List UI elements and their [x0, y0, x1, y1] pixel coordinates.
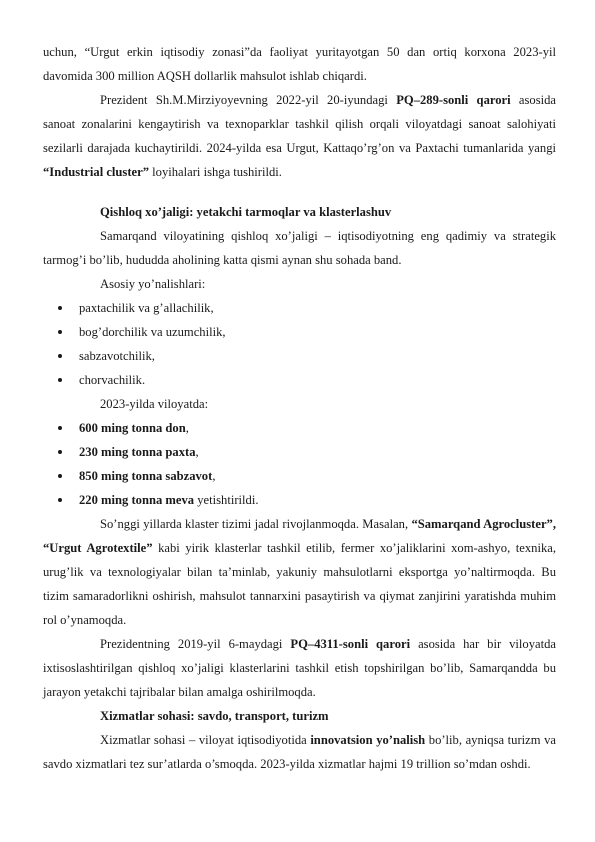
agrotextile-name: “Urgut Agrotextile”	[43, 541, 153, 555]
list-item: bog’dorchilik va uzumchilik,	[43, 320, 556, 344]
paragraph-industrial-decree: Prezident Sh.M.Mirziyoyevning 2022-yil 20-iyundagi PQ–289-sonli qarori asosida sanoat zonalarini kengaytirish va texnoparklar tashkil qilish orqali viloyatdagi sanoat salohiyati sezilarli darajada kuchaytirildi. 2024-yilda esa Urgut, Kattaqo’rg’on va Paxtachi tumanlarida yangi “Industrial cluster” loyihalari ishga tushirildi.	[43, 93, 556, 179]
decree-reference: PQ–4311-sonli qarori	[290, 637, 411, 651]
list-item: sabzavotchilik,	[43, 344, 556, 368]
bullet-icon	[58, 450, 62, 454]
agrocluster-name: “Samarqand Agrocluster”	[411, 517, 553, 531]
list-item: 230 ming tonna paxta,	[43, 440, 556, 464]
list-item: chorvachilik.	[43, 368, 556, 392]
list-item: paxtachilik va g’allachilik,	[43, 296, 556, 320]
paragraph-services: Xizmatlar sohasi – viloyat iqtisodiyotida innovatsion yo’nalish bo’lib, ayniqsa turizm va savdo xizmatlari tez sur’atlarda o’smoqda. 2023-yilda xizmatlar hajmi 19 trillion so’mdan oshdi.	[43, 733, 556, 771]
bullet-icon	[58, 474, 62, 478]
bullet-icon	[58, 354, 62, 358]
innovation-term: innovatsion yo’nalish	[310, 733, 426, 747]
bullet-icon	[58, 330, 62, 334]
section-heading-services: Xizmatlar sohasi: savdo, transport, turizm	[100, 709, 329, 723]
document-page	[43, 40, 556, 776]
list-title-directions: Asosiy yo’nalishlari:	[100, 277, 206, 291]
list-item: 850 ming tonna sabzavot,	[43, 464, 556, 488]
bullet-icon	[58, 498, 62, 502]
list-title-2023: 2023-yilda viloyatda:	[100, 397, 209, 411]
paragraph-agriculture-intro: Samarqand viloyatining qishloq xo’jaligi – iqtisodiyotning eng qadimiy va strategik tarmog’i bo’lib, hududda aholining katta qismi aynan shu sohada band.	[43, 229, 556, 267]
harvest-list	[43, 416, 556, 512]
paragraph-clusters: So’nggi yillarda klaster tizimi jadal rivojlanmoqda. Masalan, “Samarqand Agrocluster”, “Urgut Agrotextile” kabi yirik klasterlar tashkil etilib, fermer xo’jaliklarini xom-ashyo, texnika, urug’lik va texnologiyalar bilan ta’minlab, yakuniy mahsulotlarni eksportga yo’naltirmoqda. Bu tizim samaradorlikni oshirish, mahsulot tannarxini pasaytirish va qiymat zanjirini yaratishda muhim rol o’ynamoqda.	[43, 517, 557, 627]
section-heading-agriculture: Qishloq xo’jaligi: yetakchi tarmoqlar va klasterlashuv	[100, 205, 392, 219]
list-item: 220 ming tonna meva yetishtirildi.	[43, 488, 556, 512]
industrial-cluster-term: “Industrial cluster”	[43, 165, 150, 179]
bullet-icon	[58, 378, 62, 382]
bullet-icon	[58, 426, 62, 430]
bullet-icon	[58, 306, 62, 310]
list-item: 600 ming tonna don,	[43, 416, 556, 440]
decree-reference: PQ–289-sonli qarori	[396, 93, 511, 107]
directions-list	[43, 296, 556, 392]
paragraph-urgut-zone: uchun, “Urgut erkin iqtisodiy zonasi”da faoliyat yuritayotgan 50 dan ortiq korxona 2023-yil davomida 300 million AQSH dollarlik mahsulot ishlab chiqardi.	[43, 45, 556, 83]
paragraph-cluster-decree: Prezidentning 2019-yil 6-maydagi PQ–4311-sonli qarori asosida har bir viloyatda ixtisoslashtirilgan qishloq xo’jaligi klasterlarini tashkil etish topshirilgan bo’lib, Samarqandda bu jarayon yetakchi tajribalar bilan amalga oshirilmoqda.	[43, 637, 557, 699]
